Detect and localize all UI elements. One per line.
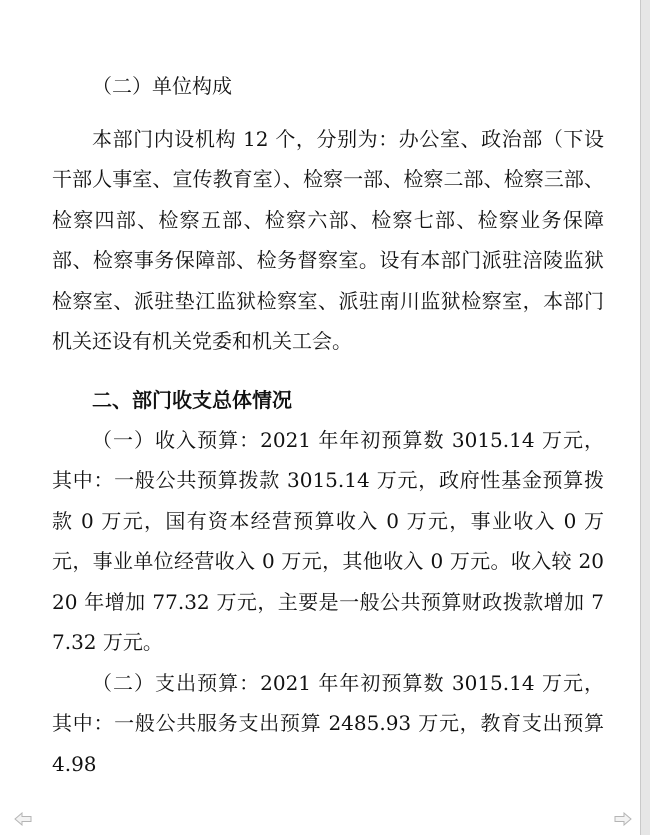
- chapter-heading: 二、部门收支总体情况: [92, 387, 292, 412]
- arrow-left-icon[interactable]: [14, 811, 32, 825]
- arrow-right-icon[interactable]: [614, 811, 632, 825]
- paragraph-income: （一）收入预算：2021 年年初预算数 3015.14 万元，其中：一般公共预算拨款 3015.14 万元，政府性基金预算拨款 0 万元，国有资本经营预算收入 0 万元，事业收入 0 万元，事业单位经营收入 0 万元，其他收入 0 万元。收入较 2020 年增加 77.32 万元，主要是一般公共预算财政拨款增加 77.32 万元。: [52, 427, 604, 654]
- section-heading: （二）单位构成: [92, 74, 232, 98]
- window-right-edge: [640, 0, 650, 835]
- document-page: [52, 66, 604, 784]
- paragraph-expense: （二）支出预算：2021 年年初预算数 3015.14 万元，其中：一般公共服务支出预算 2485.93 万元，教育支出预算 4.98: [52, 670, 604, 776]
- paragraph-structure: 本部门内设机构 12 个，分别为：办公室、政治部（下设干部人事室、宣传教育室）、检察一部、检察二部、检察三部、检察四部、检察五部、检察六部、检察七部、检察业务保障部、检察事务保障部、检务督察室。设有本部门派驻涪陵监狱检察室、派驻垫江监狱检察室、派驻南川监狱检察室，本部门机关还设有机关党委和机关工会。: [52, 126, 604, 353]
